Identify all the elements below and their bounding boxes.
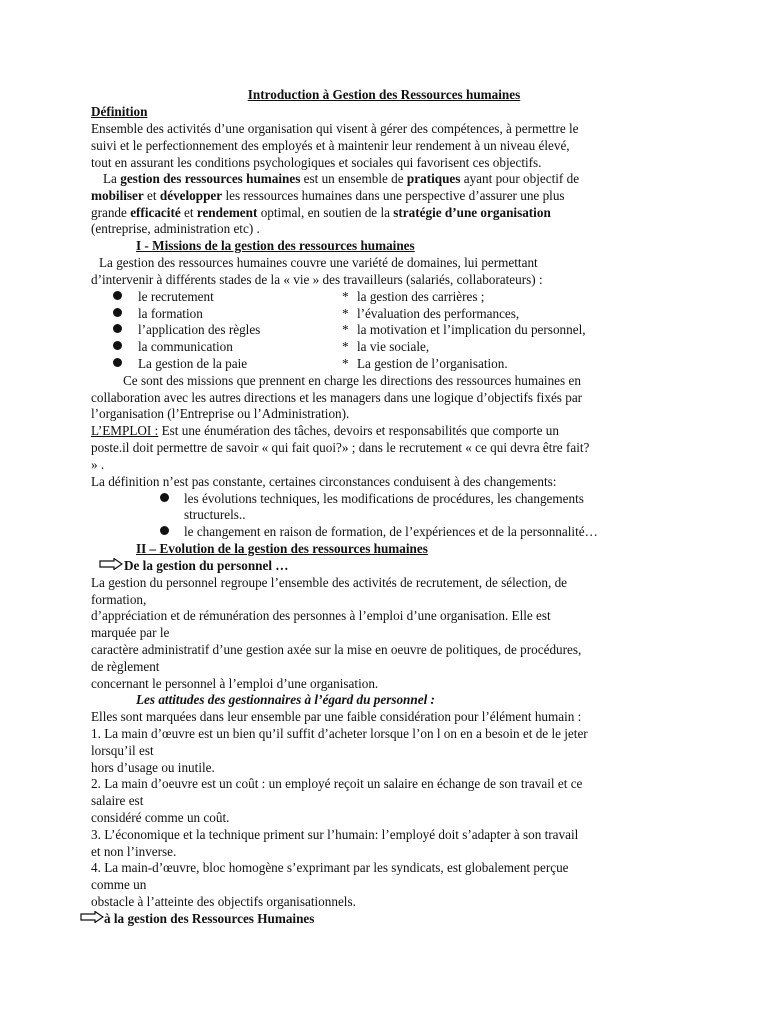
attitudes-line-12: obstacle à l’atteinte des objectifs organisationnels.: [91, 894, 356, 909]
gestion-personnel-line-3: d’appréciation et de rémunération des personnes à l’emploi d’une organisation. Elle est: [91, 608, 551, 623]
star-icon: *: [342, 322, 349, 337]
page-title: Introduction à Gestion des Ressources humaines: [247, 87, 521, 102]
bullet-icon: [113, 324, 122, 333]
attitudes-line-2: 1. La main d’œuvre est un bien qu’il suffit d’acheter lorsque l’on l on en a besoin et de le jeter: [91, 726, 588, 741]
sub-heading-gestion-rh: à la gestion des Ressources Humaines: [104, 911, 315, 926]
mission-right-4: la vie sociale,: [357, 339, 430, 354]
attitudes-line-10: 4. La main-d’œuvre, bloc homogène s’exprimant par les syndicats, est globalement perçue: [91, 860, 569, 875]
missions-after-line-3: l’organisation (l’Entreprise ou l’Administration).: [91, 406, 350, 421]
missions-after-line-1: Ce sont des missions que prennent en charge les directions des ressources humaines en: [123, 373, 581, 388]
emploi-label: L’EMPLOI :: [91, 423, 159, 438]
definition-heading: Définition: [91, 104, 148, 119]
mission-left-3: l’application des règles: [138, 322, 261, 337]
list-item: [113, 321, 122, 338]
list-item: [113, 288, 122, 305]
section-1-intro-line-2: d’intervenir à différents stades de la « vie » des travailleurs (salariés, collaborateurs) :: [91, 272, 543, 287]
attitudes-line-4: hors d’usage ou inutile.: [91, 760, 215, 775]
attitudes-heading: Les attitudes des gestionnaires à l’égard du personnel :: [136, 692, 435, 707]
gestion-personnel-line-6: de règlement: [91, 659, 160, 674]
list-item: [160, 523, 169, 540]
attitudes-line-7: considéré comme un coût.: [91, 810, 230, 825]
mission-left-2: la formation: [138, 306, 203, 321]
change-item-1-cont: structurels..: [184, 507, 246, 522]
definition-line-2: suivi et le perfectionnement des employés et à maintenir leur rendement à un niveau élevé,: [91, 138, 570, 153]
definition-line-1: Ensemble des activités d’une organisation qui visent à gérer des compétences, à permettre le: [91, 121, 579, 136]
list-item: [160, 490, 169, 507]
attitudes-line-8: 3. L’économique et la technique priment sur l’humain: l’employé doit s’adapter à son travail: [91, 827, 579, 842]
star-icon: *: [342, 306, 349, 321]
star-icon: *: [342, 356, 349, 371]
bullet-icon: [160, 526, 169, 535]
change-item-2: le changement en raison de formation, de l’expériences et de la personnalité…: [184, 524, 598, 539]
mission-left-4: la communication: [138, 339, 233, 354]
mission-left-5: La gestion de la paie: [138, 356, 248, 371]
list-item: [113, 355, 122, 372]
mission-left-1: le recrutement: [138, 289, 214, 304]
gestion-personnel-line-4: marquée par le: [91, 625, 170, 640]
bullet-icon: [113, 358, 122, 367]
section-1-heading: I - Missions de la gestion des ressources humaines: [136, 238, 415, 253]
emploi-line-4: La définition n’est pas constante, certaines circonstances conduisent à des changements:: [91, 474, 557, 489]
gestion-personnel-line-7: concernant le personnel à l’emploi d’une organisation.: [91, 676, 379, 691]
sub-heading-gestion-personnel: De la gestion du personnel …: [124, 558, 289, 573]
mission-right-3: la motivation et l’implication du personnel,: [357, 322, 586, 337]
list-item: [113, 305, 122, 322]
bullet-icon: [113, 308, 122, 317]
arrow-right-icon: [80, 911, 104, 923]
mission-right-2: l’évaluation des performances,: [357, 306, 520, 321]
attitudes-line-9: et non l’inverse.: [91, 844, 177, 859]
definition-paragraph-line-1: La gestion des ressources humaines est un ensemble de pratiques ayant pour objectif de: [103, 171, 580, 186]
definition-paragraph-line-4: (entreprise, administration etc) .: [91, 221, 260, 236]
star-icon: *: [342, 339, 349, 354]
missions-after-line-2: collaboration avec les autres directions et les managers dans une logique d’objectifs fixés par: [91, 390, 583, 405]
emploi-line-2: poste.il doit permettre de savoir « qui fait quoi?» ; dans le recrutement « ce qui devra être fait?: [91, 440, 590, 455]
attitudes-line-11: comme un: [91, 877, 147, 892]
section-2-heading: II – Evolution de la gestion des ressources humaines: [136, 541, 428, 556]
attitudes-line-3: lorsqu’il est: [91, 743, 154, 758]
gestion-personnel-line-1: La gestion du personnel regroupe l’ensemble des activités de recrutement, de sélection, de: [91, 575, 568, 590]
star-icon: *: [342, 289, 349, 304]
definition-line-3: tout en assurant les conditions psychologiques et sociales qui favorisent ces objectifs.: [91, 155, 542, 170]
definition-paragraph-line-3: grande efficacité et rendement optimal, en soutien de la stratégie d’une organisation: [91, 205, 551, 220]
bullet-icon: [113, 291, 122, 300]
attitudes-line-1: Elles sont marquées dans leur ensemble par une faible considération pour l’élément humain :: [91, 709, 582, 724]
attitudes-line-5: 2. La main d’oeuvre est un coût : un employé reçoit un salaire en échange de son travail et ce: [91, 776, 583, 791]
change-item-1: les évolutions techniques, les modifications de procédures, les changements: [184, 491, 584, 506]
bullet-icon: [160, 493, 169, 502]
mission-right-1: la gestion des carrières ;: [357, 289, 485, 304]
emploi-line-1: L’EMPLOI : Est une énumération des tâches, devoirs et responsabilités que comporte un: [91, 423, 559, 438]
arrow-right-icon: [99, 558, 123, 570]
attitudes-line-6: salaire est: [91, 793, 144, 808]
emploi-line-3: » .: [91, 457, 105, 472]
gestion-personnel-line-2: formation,: [91, 592, 147, 607]
mission-right-5: La gestion de l’organisation.: [357, 356, 508, 371]
bullet-icon: [113, 341, 122, 350]
list-item: [113, 338, 122, 355]
gestion-personnel-line-5: caractère administratif d’une gestion axée sur la mise en oeuvre de politiques, de procédures,: [91, 642, 582, 657]
section-1-intro-line-1: La gestion des ressources humaines couvre une variété de domaines, lui permettant: [99, 255, 538, 270]
definition-paragraph-line-2: mobiliser et développer les ressources humaines dans une perspective d’assurer une plus: [91, 188, 565, 203]
